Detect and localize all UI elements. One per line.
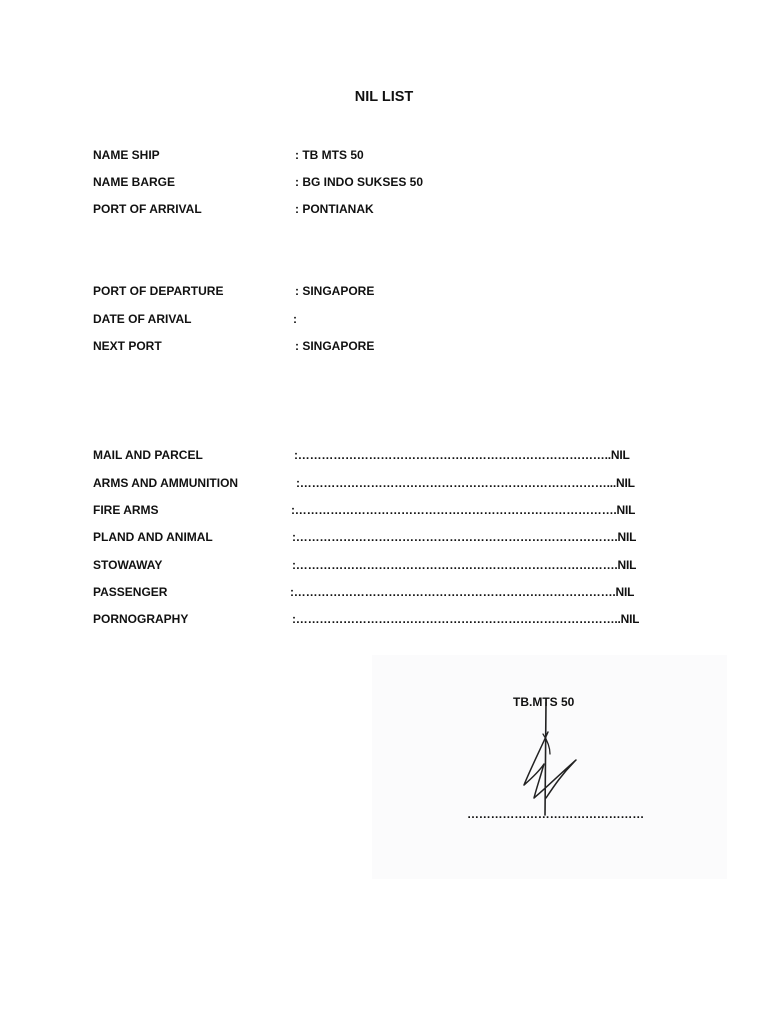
nil-item-value: :……………………………………………………………………….NIL (292, 558, 637, 572)
nil-item-label: ARMS AND AMMUNITION (93, 476, 239, 490)
nil-item-value: :……………………………………………………………………...NIL (296, 476, 635, 490)
field-value: : PONTIANAK (295, 202, 374, 216)
field-row-next-port (93, 339, 653, 357)
nil-item-mail-and-parcel (93, 448, 653, 466)
nil-item-passenger (93, 585, 653, 603)
field-row-port-of-arrival (93, 202, 653, 220)
field-label: PORT OF ARRIVAL (93, 202, 202, 216)
field-label: PORT OF DEPARTURE (93, 284, 224, 298)
nil-item-label: PORNOGRAPHY (93, 612, 189, 626)
nil-item-value: :……………………………………………………………………….NIL (291, 503, 636, 517)
nil-item-pland-and-animal (93, 530, 653, 548)
nil-item-pornography (93, 612, 653, 630)
field-value: : (293, 312, 297, 326)
nil-item-label: MAIL AND PARCEL (93, 448, 203, 462)
field-value: : SINGAPORE (295, 284, 375, 298)
field-label: NEXT PORT (93, 339, 162, 353)
field-row-port-of-departure (93, 284, 653, 302)
field-value: : TB MTS 50 (295, 148, 364, 162)
signature-line: ……………………………………… (467, 807, 645, 821)
nil-item-value: :……………………………………………………………………..NIL (294, 448, 630, 462)
nil-item-stowaway (93, 558, 653, 576)
field-row-name-ship (93, 148, 653, 166)
field-label: NAME BARGE (93, 175, 176, 189)
field-row-name-barge (93, 175, 653, 193)
nil-item-fire-arms (93, 503, 653, 521)
nil-item-value: :……………………………………………………………………….NIL (292, 530, 637, 544)
document-title: NIL LIST (354, 89, 414, 105)
nil-item-label: FIRE ARMS (93, 503, 159, 517)
nil-item-label: PASSENGER (93, 585, 168, 599)
nil-item-arms-and-ammunition (93, 476, 653, 494)
signatory-name: TB.MTS 50 (513, 695, 575, 709)
nil-item-value: :……………………………………………………………………….NIL (290, 585, 635, 599)
nil-item-label: PLAND AND ANIMAL (93, 530, 213, 544)
field-label: NAME SHIP (93, 148, 160, 162)
field-label: DATE OF ARIVAL (93, 312, 192, 326)
field-value: : SINGAPORE (295, 339, 375, 353)
nil-item-value: :………………………………………………………………………..NIL (292, 612, 640, 626)
handwritten-signature-icon (510, 690, 590, 830)
nil-item-label: STOWAWAY (93, 558, 163, 572)
field-row-date-of-arival (93, 312, 653, 330)
field-value: : BG INDO SUKSES 50 (295, 175, 424, 189)
